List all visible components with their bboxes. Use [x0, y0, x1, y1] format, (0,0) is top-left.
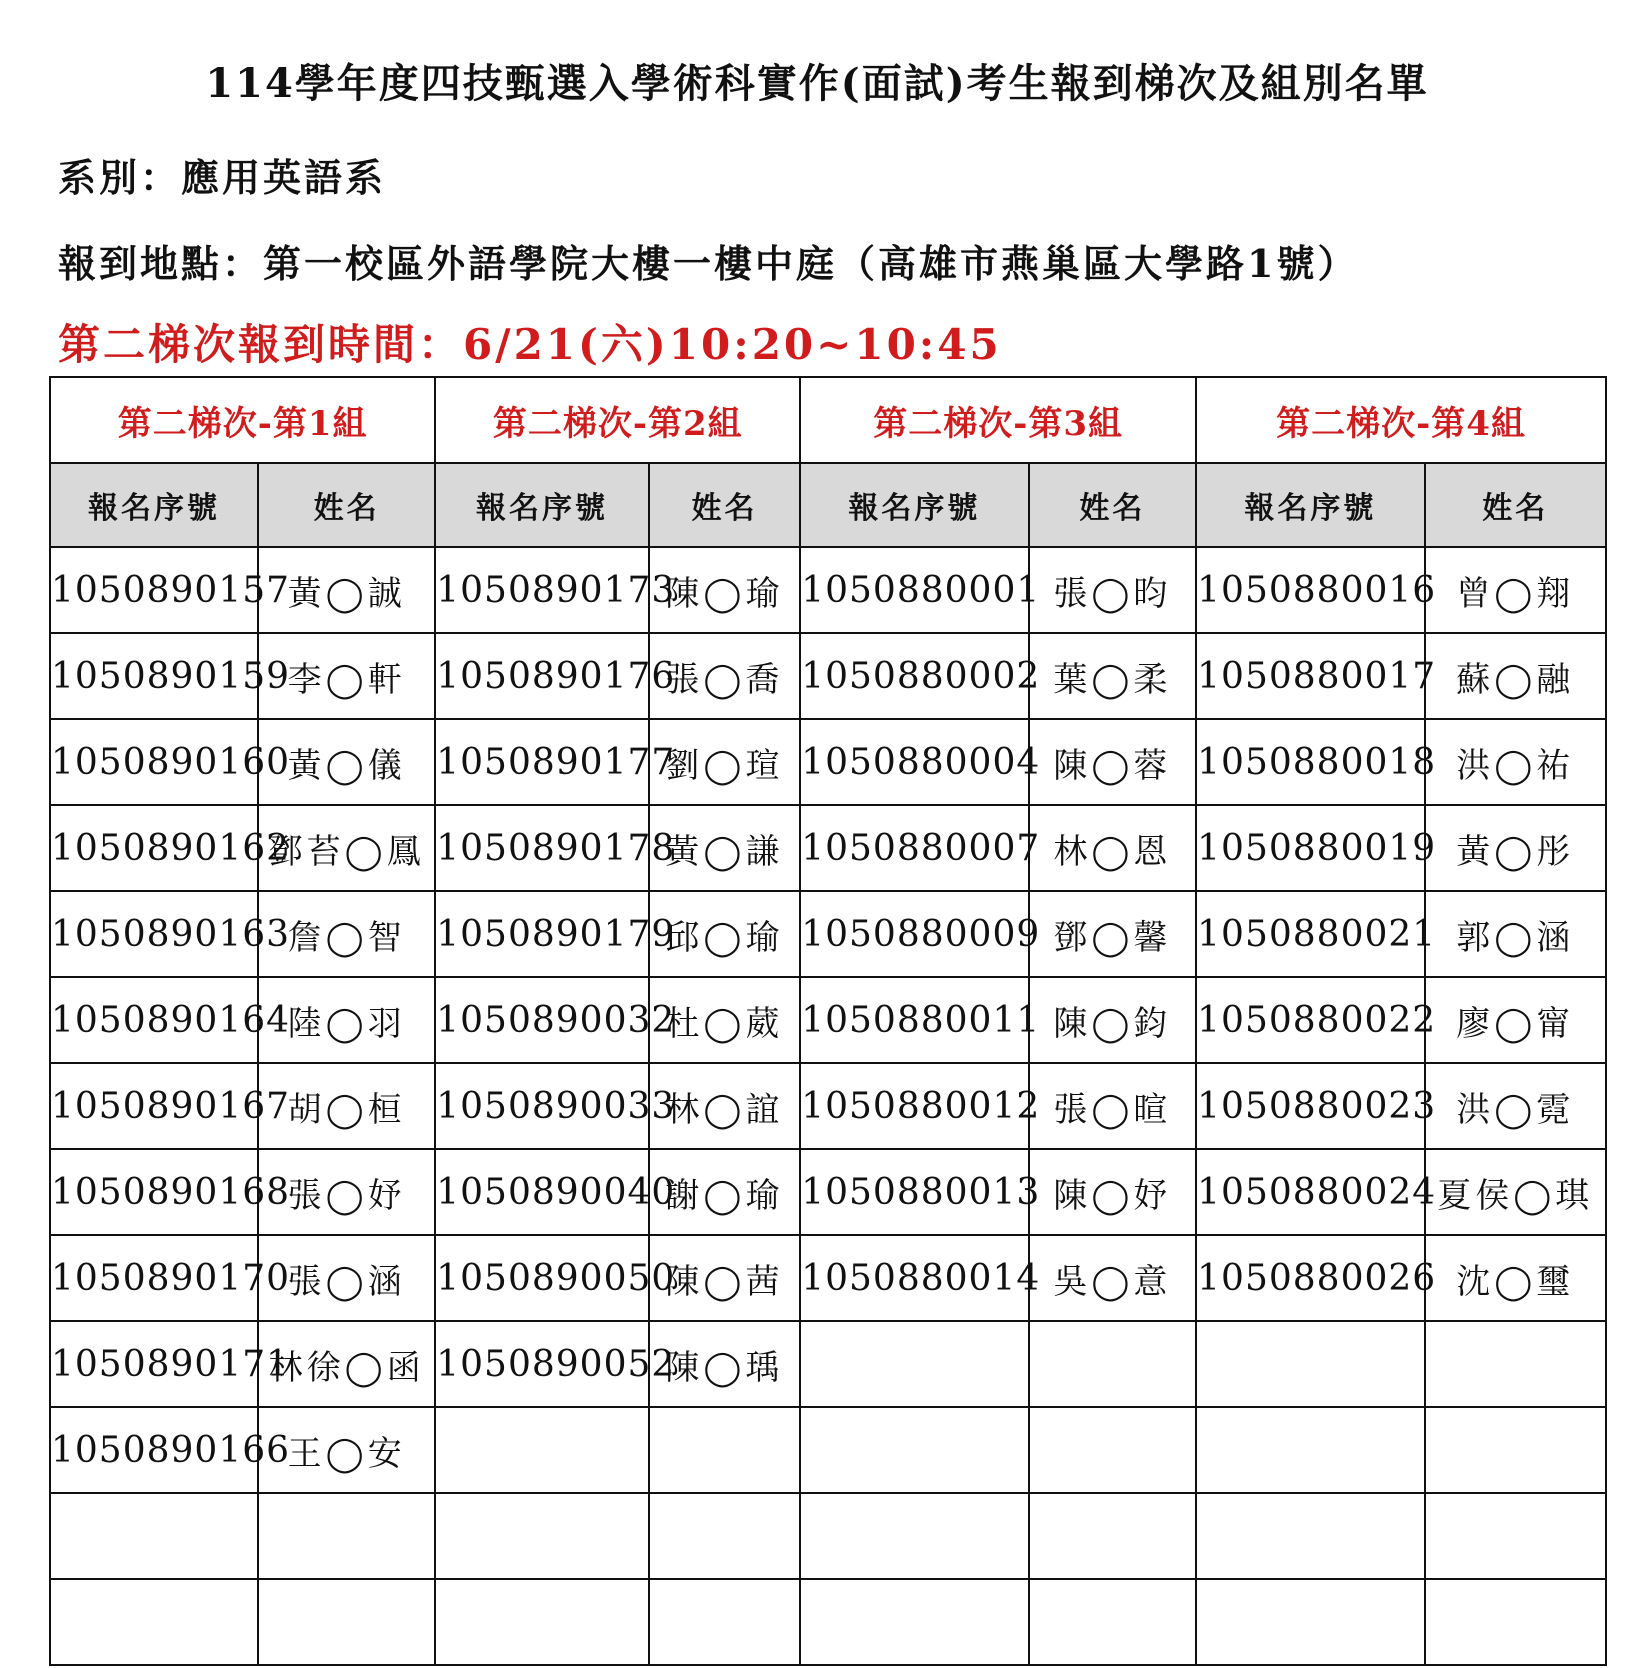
student-name-cell: 曾◯翔 — [1425, 547, 1606, 633]
registration-number-cell: 1050890040 — [435, 1149, 648, 1235]
registration-number-cell: 1050880023 — [1196, 1063, 1424, 1149]
column-header-name: 姓名 — [649, 463, 801, 547]
registration-number-cell: 1050890166 — [50, 1407, 258, 1493]
student-name-cell: 黃◯儀 — [258, 719, 435, 805]
student-name-cell — [649, 1579, 801, 1665]
student-name-cell: 黃◯誠 — [258, 547, 435, 633]
student-name-cell — [1029, 1493, 1197, 1579]
table-row — [50, 1149, 1606, 1235]
student-name-cell: 吳◯意 — [1029, 1235, 1197, 1321]
registration-number-cell: 1050890168 — [50, 1149, 258, 1235]
student-name-cell: 洪◯祐 — [1425, 719, 1606, 805]
table-row — [50, 891, 1606, 977]
column-header-name: 姓名 — [1029, 463, 1197, 547]
registration-number-cell: 1050890160 — [50, 719, 258, 805]
student-name-cell: 劉◯瑄 — [649, 719, 801, 805]
registration-number-cell — [1196, 1321, 1424, 1407]
student-name-cell — [1425, 1493, 1606, 1579]
registration-number-cell: 1050880001 — [800, 547, 1028, 633]
registration-number-cell — [435, 1579, 648, 1665]
student-name-cell: 陳◯蓉 — [1029, 719, 1197, 805]
group-title-4: 第二梯次-第4組 — [1196, 377, 1606, 463]
student-name-cell: 陳◯鈞 — [1029, 977, 1197, 1063]
table-row — [50, 1321, 1606, 1407]
check-in-time: 第二梯次報到時間：6/21(六)10:20~10:45 — [58, 320, 1002, 369]
column-header-row — [50, 463, 1606, 547]
registration-number-cell: 1050880014 — [800, 1235, 1028, 1321]
registration-number-cell — [435, 1407, 648, 1493]
registration-number-cell — [1196, 1407, 1424, 1493]
student-name-cell: 林◯恩 — [1029, 805, 1197, 891]
student-name-cell: 沈◯璽 — [1425, 1235, 1606, 1321]
student-name-cell: 陳◯瑜 — [649, 547, 801, 633]
registration-number-cell: 1050890177 — [435, 719, 648, 805]
group-title-1: 第二梯次-第1組 — [50, 377, 435, 463]
table-row — [50, 1407, 1606, 1493]
student-name-cell — [649, 1407, 801, 1493]
registration-number-cell: 1050880013 — [800, 1149, 1028, 1235]
registration-number-cell: 1050880019 — [1196, 805, 1424, 891]
student-name-cell: 夏侯◯琪 — [1425, 1149, 1606, 1235]
registration-number-cell: 1050880017 — [1196, 633, 1424, 719]
registration-number-cell: 1050890159 — [50, 633, 258, 719]
registration-number-cell: 1050880011 — [800, 977, 1028, 1063]
table-row — [50, 977, 1606, 1063]
registration-number-cell: 1050890050 — [435, 1235, 648, 1321]
location-label: 報到地點：第一校區外語學院大樓一樓中庭（高雄市燕巢區大學路1號） — [58, 241, 1359, 286]
registration-number-cell: 1050880016 — [1196, 547, 1424, 633]
registration-number-cell — [50, 1493, 258, 1579]
table-row — [50, 633, 1606, 719]
column-header-id: 報名序號 — [435, 463, 648, 547]
student-name-cell: 廖◯甯 — [1425, 977, 1606, 1063]
registration-number-cell: 1050890170 — [50, 1235, 258, 1321]
registration-number-cell — [435, 1493, 648, 1579]
student-name-cell — [1425, 1407, 1606, 1493]
registration-number-cell: 1050880002 — [800, 633, 1028, 719]
registration-number-cell: 1050890033 — [435, 1063, 648, 1149]
registration-number-cell: 1050890032 — [435, 977, 648, 1063]
registration-number-cell: 1050890052 — [435, 1321, 648, 1407]
registration-number-cell: 1050880009 — [800, 891, 1028, 977]
registration-number-cell: 1050890179 — [435, 891, 648, 977]
student-name-cell: 林◯誼 — [649, 1063, 801, 1149]
registration-number-cell: 1050880026 — [1196, 1235, 1424, 1321]
table-row — [50, 1063, 1606, 1149]
student-name-cell: 張◯昀 — [1029, 547, 1197, 633]
registration-number-cell: 1050880012 — [800, 1063, 1028, 1149]
table-row — [50, 805, 1606, 891]
department-label: 系別：應用英語系 — [58, 155, 387, 200]
registration-number-cell: 1050890178 — [435, 805, 648, 891]
registration-number-cell — [800, 1579, 1028, 1665]
registration-number-cell: 1050890162 — [50, 805, 258, 891]
student-name-cell: 黃◯謙 — [649, 805, 801, 891]
student-name-cell — [1029, 1407, 1197, 1493]
student-name-cell: 邱◯瑜 — [649, 891, 801, 977]
registration-number-cell — [50, 1579, 258, 1665]
table-row — [50, 1579, 1606, 1665]
registration-number-cell — [800, 1407, 1028, 1493]
student-name-cell: 陳◯茜 — [649, 1235, 801, 1321]
column-header-id: 報名序號 — [800, 463, 1028, 547]
registration-number-cell: 1050880007 — [800, 805, 1028, 891]
table-row — [50, 1493, 1606, 1579]
student-name-cell — [649, 1493, 801, 1579]
student-name-cell: 蘇◯融 — [1425, 633, 1606, 719]
registration-number-cell: 1050880022 — [1196, 977, 1424, 1063]
registration-number-cell: 1050890163 — [50, 891, 258, 977]
group-header-row — [50, 377, 1606, 463]
table-row — [50, 719, 1606, 805]
student-name-cell: 鄧苔◯鳳 — [258, 805, 435, 891]
registration-number-cell: 1050890171 — [50, 1321, 258, 1407]
registration-number-cell: 1050880024 — [1196, 1149, 1424, 1235]
registration-number-cell: 1050890167 — [50, 1063, 258, 1149]
registration-number-cell: 1050890157 — [50, 547, 258, 633]
table-row — [50, 547, 1606, 633]
group-title-2: 第二梯次-第2組 — [435, 377, 800, 463]
student-name-cell: 鄧◯馨 — [1029, 891, 1197, 977]
student-name-cell: 胡◯桓 — [258, 1063, 435, 1149]
student-name-cell: 杜◯葳 — [649, 977, 801, 1063]
registration-number-cell: 1050880021 — [1196, 891, 1424, 977]
group-title-3: 第二梯次-第3組 — [800, 377, 1196, 463]
student-name-cell: 陳◯妤 — [1029, 1149, 1197, 1235]
student-name-cell: 張◯妤 — [258, 1149, 435, 1235]
student-name-cell: 王◯安 — [258, 1407, 435, 1493]
table-row — [50, 1235, 1606, 1321]
registration-number-cell: 1050890173 — [435, 547, 648, 633]
student-name-cell: 黃◯彤 — [1425, 805, 1606, 891]
registration-number-cell: 1050880018 — [1196, 719, 1424, 805]
student-name-cell: 林徐◯函 — [258, 1321, 435, 1407]
student-name-cell — [1425, 1579, 1606, 1665]
student-name-cell — [258, 1493, 435, 1579]
registration-number-cell — [1196, 1493, 1424, 1579]
registration-number-cell: 1050890164 — [50, 977, 258, 1063]
student-name-cell: 張◯暄 — [1029, 1063, 1197, 1149]
student-name-cell: 陸◯羽 — [258, 977, 435, 1063]
page-title: 114學年度四技甄選入學術科實作(面試)考生報到梯次及組別名單 — [205, 60, 1429, 107]
column-header-id: 報名序號 — [1196, 463, 1424, 547]
column-header-name: 姓名 — [258, 463, 435, 547]
student-name-cell: 詹◯智 — [258, 891, 435, 977]
student-name-cell: 李◯軒 — [258, 633, 435, 719]
column-header-id: 報名序號 — [50, 463, 258, 547]
student-name-cell: 謝◯瑜 — [649, 1149, 801, 1235]
student-name-cell: 郭◯涵 — [1425, 891, 1606, 977]
student-name-cell: 張◯喬 — [649, 633, 801, 719]
student-name-cell — [1029, 1579, 1197, 1665]
registration-number-cell — [800, 1493, 1028, 1579]
student-name-cell: 張◯涵 — [258, 1235, 435, 1321]
registration-number-cell: 1050880004 — [800, 719, 1028, 805]
registration-number-cell — [800, 1321, 1028, 1407]
student-name-cell: 陳◯瑀 — [649, 1321, 801, 1407]
student-name-cell — [1425, 1321, 1606, 1407]
student-name-cell: 葉◯柔 — [1029, 633, 1197, 719]
student-name-cell: 洪◯霓 — [1425, 1063, 1606, 1149]
column-header-name: 姓名 — [1425, 463, 1606, 547]
roster-table — [49, 376, 1607, 1666]
registration-number-cell — [1196, 1579, 1424, 1665]
registration-number-cell: 1050890176 — [435, 633, 648, 719]
student-name-cell — [1029, 1321, 1197, 1407]
student-name-cell — [258, 1579, 435, 1665]
